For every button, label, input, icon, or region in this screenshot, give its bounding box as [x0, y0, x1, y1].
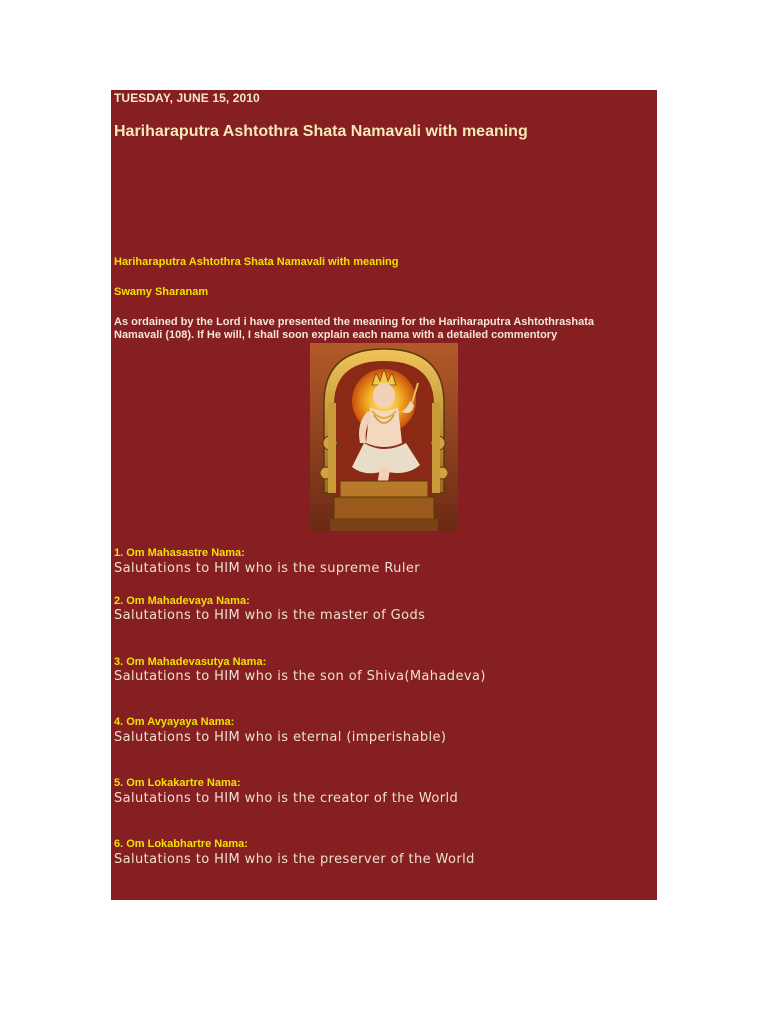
nama-1-title: 1. Om Mahasastre Nama:: [114, 547, 245, 559]
nama-3-meaning: Salutations to HIM who is the son of Shiva(Mahadeva): [114, 669, 486, 684]
nama-1-meaning: Salutations to HIM who is the supreme Ruler: [114, 561, 420, 576]
post-date: TUESDAY, JUNE 15, 2010: [114, 91, 260, 105]
greeting-text: Swamy Sharanam: [114, 286, 209, 298]
nama-6-title: 6. Om Lokabhartre Nama:: [114, 838, 248, 850]
nama-4-meaning: Salutations to HIM who is eternal (imperishable): [114, 730, 447, 745]
nama-5-title: 5. Om Lokakartre Nama:: [114, 777, 241, 789]
nama-2-title: 2. Om Mahadevaya Nama:: [114, 595, 250, 607]
nama-2-meaning: Salutations to HIM who is the master of Gods: [114, 608, 426, 623]
nama-5-meaning: Salutations to HIM who is the creator of the World: [114, 791, 459, 806]
nama-3-title: 3. Om Mahadevasutya Nama:: [114, 656, 267, 668]
post-title[interactable]: Hariharaputra Ashtothra Shata Namavali with meaning: [114, 123, 528, 140]
deity-image: [310, 343, 458, 531]
intro-paragraph: As ordained by the Lord i have presented the meaning for the Hariharaputra Ashtothrashata Namavali (108). If He will, I shall soon explain each nama with a detailed commentory: [114, 316, 595, 341]
nama-4-title: 4. Om Avyayaya Nama:: [114, 716, 235, 728]
nama-6-meaning: Salutations to HIM who is the preserver of the World: [114, 852, 475, 867]
post-subtitle: Hariharaputra Ashtothra Shata Namavali with meaning: [114, 256, 399, 268]
blog-post-panel: [111, 90, 657, 900]
